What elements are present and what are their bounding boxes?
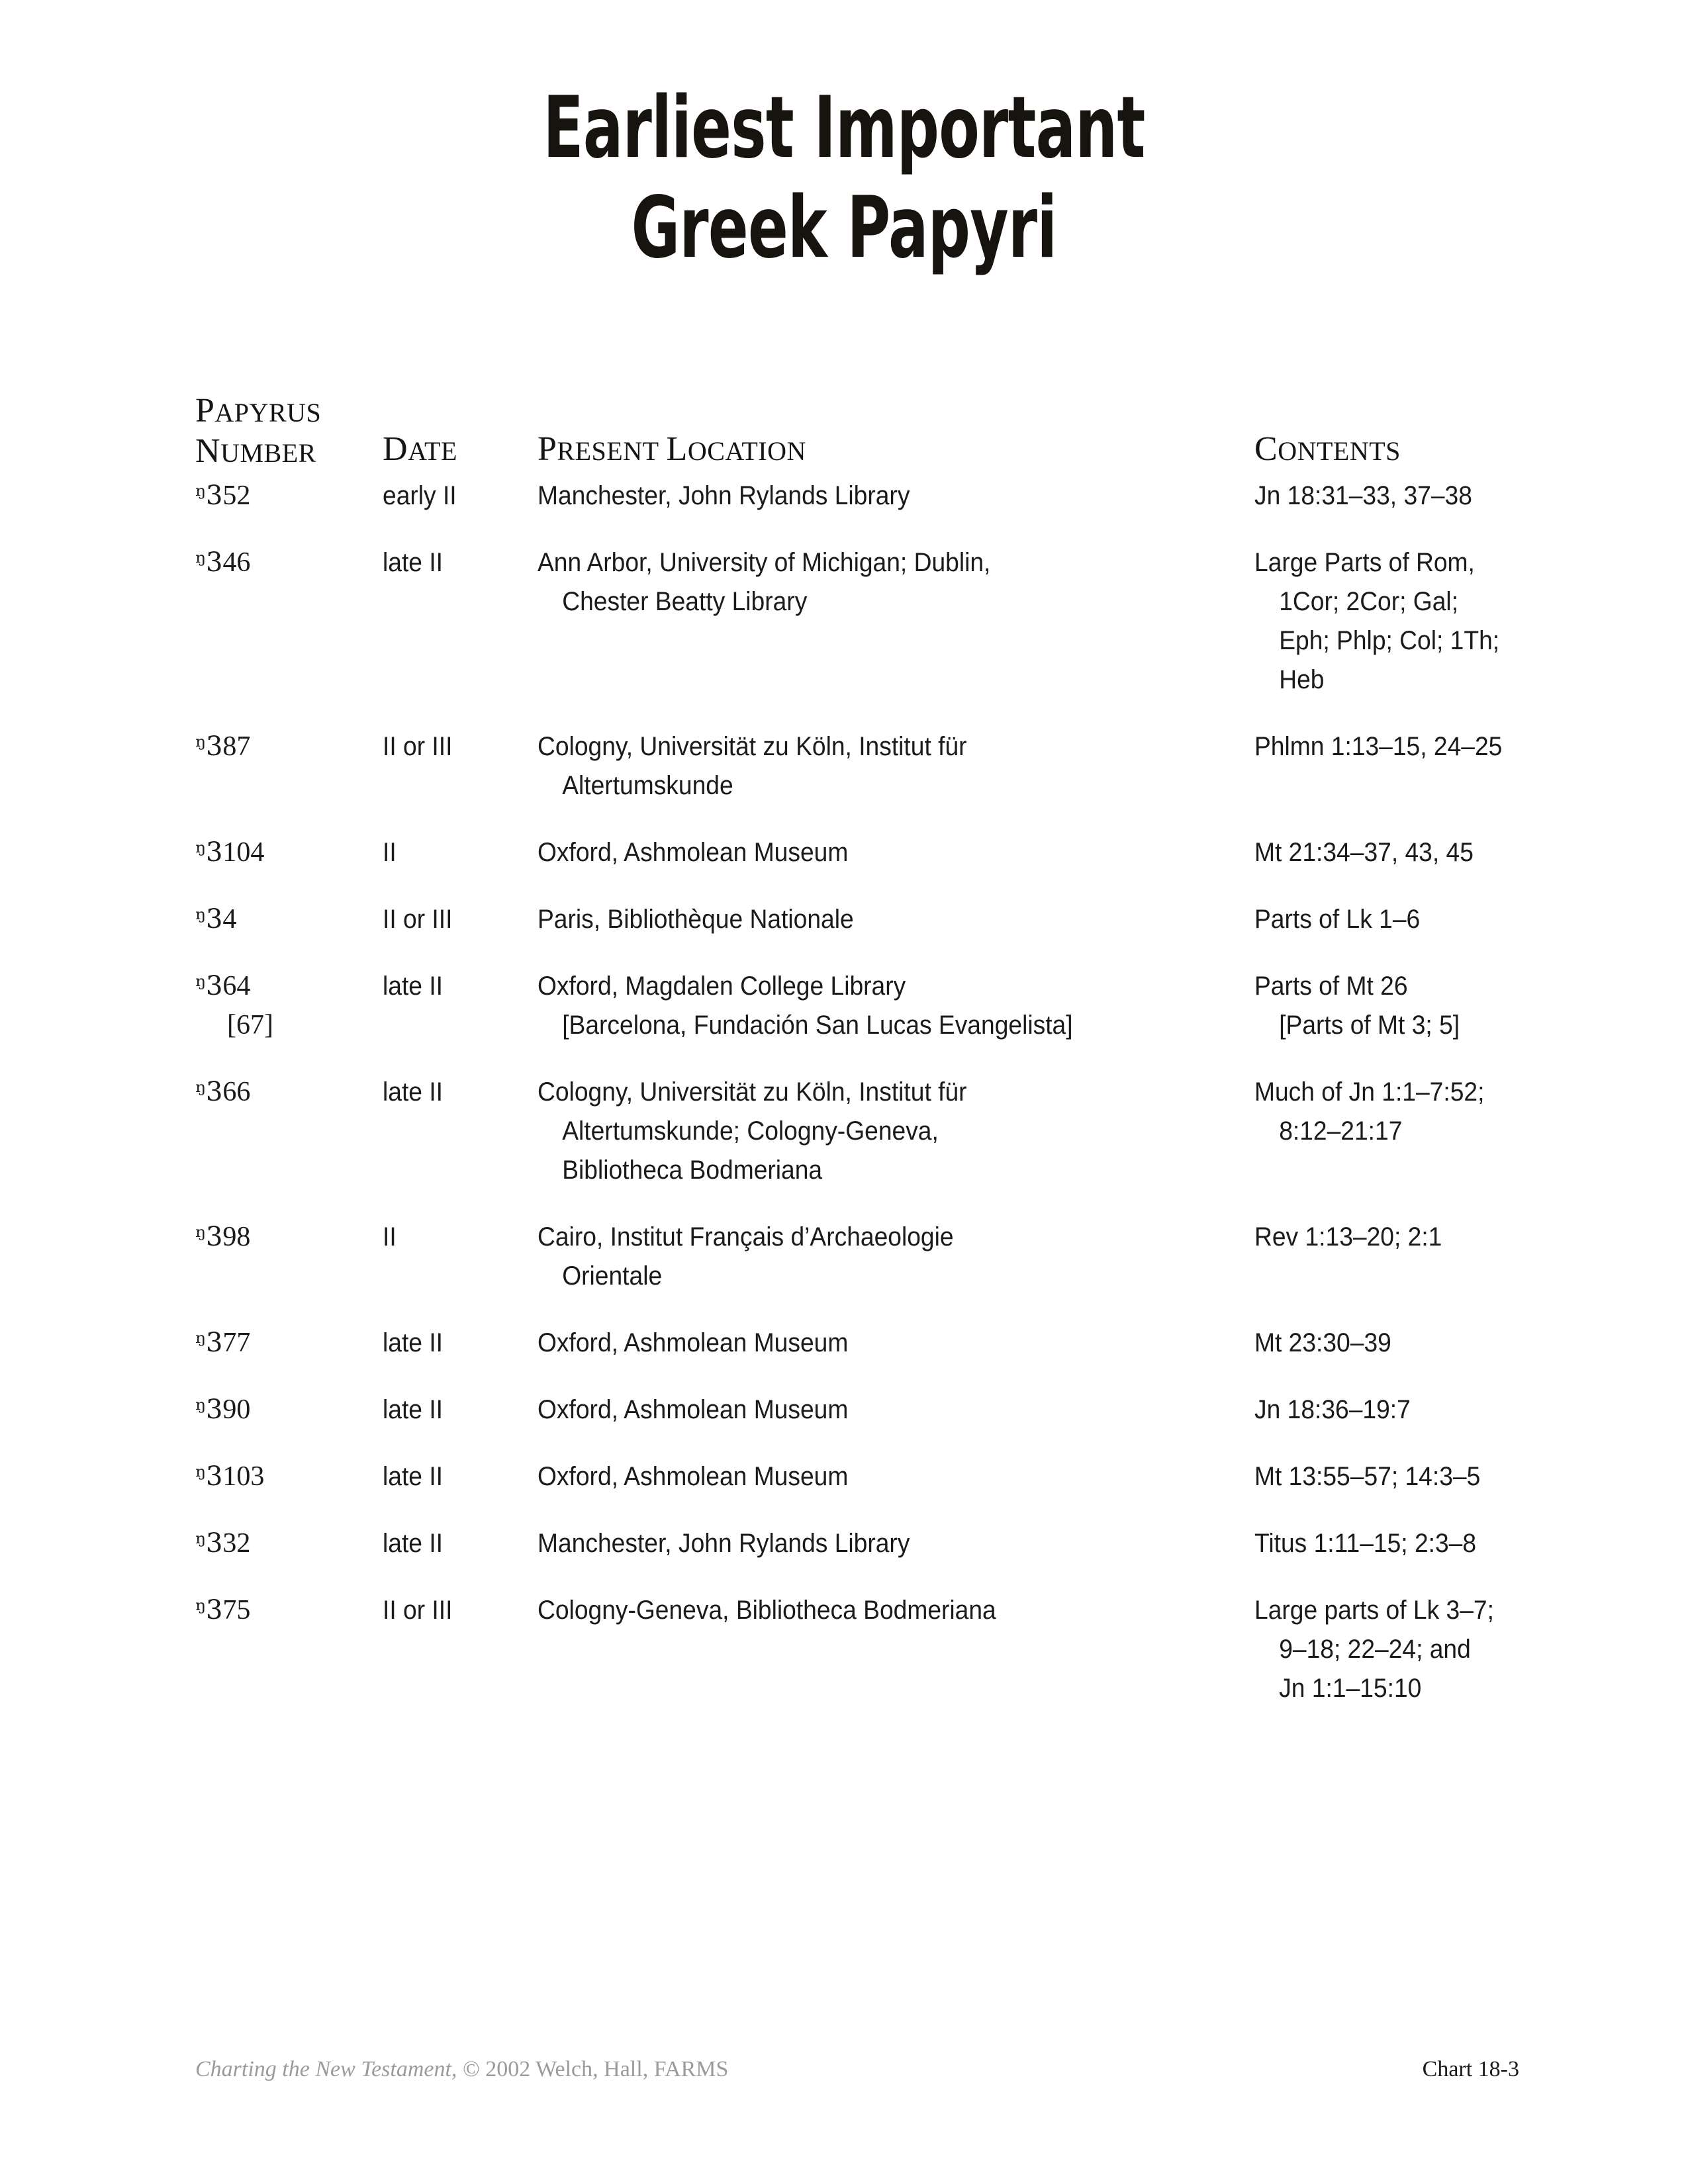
cell-present-location <box>538 1073 967 1190</box>
contents-line: Titus 1:11–15; 2:3–8 <box>1254 1529 1477 1558</box>
fraktur-p-icon: ᵑ3 <box>195 904 223 934</box>
column-header-papyrus-number-line2: NUMBER <box>195 432 316 471</box>
cell-present-location <box>538 833 848 872</box>
cell-date: II or III <box>383 1596 453 1625</box>
cell-papyrus-number <box>195 1073 250 1112</box>
cell-date: late II <box>383 548 443 577</box>
papyrus-number-value: 32 <box>222 1528 251 1559</box>
location-line: Oxford, Ashmolean Museum <box>538 1395 849 1424</box>
papyrus-number-value: 66 <box>222 1077 251 1107</box>
cell-contents <box>1254 727 1502 766</box>
fraktur-p-icon: ᵑ3 <box>195 1077 223 1107</box>
fraktur-p-icon: ᵑ3 <box>195 480 223 511</box>
contents-line: Mt 13:55–57; 14:3–5 <box>1254 1462 1481 1491</box>
cell-contents <box>1254 1218 1442 1257</box>
page-title <box>0 78 1688 278</box>
location-line: Ann Arbor, University of Michigan; Dublin, <box>538 548 991 577</box>
cell-contents <box>1254 1591 1494 1708</box>
cell-papyrus-number <box>195 1324 250 1363</box>
contents-line: Parts of Mt 26 <box>1254 972 1408 1001</box>
location-line: Manchester, John Rylands Library <box>538 481 910 510</box>
papyrus-number-value: 103 <box>222 1461 265 1492</box>
location-line: Bibliotheca Bodmeriana <box>562 1156 823 1185</box>
cell-contents <box>1254 1390 1411 1430</box>
cell-papyrus-number <box>195 1457 264 1496</box>
title-line-2: Greek Papyri <box>631 179 1057 278</box>
cell-date: late II <box>383 1462 443 1491</box>
contents-line: Large Parts of Rom, <box>1254 548 1475 577</box>
contents-line: Jn 18:31–33, 37–38 <box>1254 481 1472 510</box>
papyrus-number-value: 98 <box>222 1222 251 1252</box>
footer-source-credit: © 2002 Welch, Hall, FARMS <box>457 2057 729 2081</box>
cell-present-location <box>538 1457 848 1496</box>
location-line: Manchester, John Rylands Library <box>538 1529 910 1558</box>
cell-date: II <box>383 838 397 867</box>
footer-source <box>195 2057 728 2082</box>
papyrus-number-value: 87 <box>222 731 251 762</box>
cell-present-location <box>538 1524 910 1563</box>
cell-contents <box>1254 833 1474 872</box>
cell-present-location <box>538 967 1073 1045</box>
cell-contents <box>1254 1524 1476 1563</box>
papyrus-number-value: 90 <box>222 1394 251 1425</box>
cell-present-location <box>538 900 854 939</box>
cell-contents <box>1254 900 1420 939</box>
column-header-date: DATE <box>383 430 457 468</box>
cell-date: II or III <box>383 905 453 934</box>
fraktur-p-icon: ᵑ3 <box>195 1461 223 1492</box>
contents-line: Parts of Lk 1–6 <box>1254 905 1421 934</box>
location-line: Oxford, Ashmolean Museum <box>538 1462 849 1491</box>
location-line: Chester Beatty Library <box>562 587 808 616</box>
contents-line: Jn 1:1–15:10 <box>1279 1674 1422 1703</box>
cell-present-location <box>538 477 910 516</box>
cell-present-location <box>538 1390 848 1430</box>
papyrus-number-alt: [67] <box>227 1010 273 1040</box>
location-line: Cairo, Institut Français d’Archaeologie <box>538 1222 954 1251</box>
footer-source-title: Charting the New Testament, <box>195 2057 457 2081</box>
contents-line: Rev 1:13–20; 2:1 <box>1254 1222 1442 1251</box>
cell-present-location <box>538 727 967 805</box>
location-line: Cologny, Universität zu Köln, Institut für <box>538 732 967 761</box>
location-line: Oxford, Ashmolean Museum <box>538 838 849 867</box>
papyrus-number-value: 64 <box>222 971 251 1001</box>
location-line: Orientale <box>562 1261 663 1291</box>
contents-line: Mt 21:34–37, 43, 45 <box>1254 838 1474 867</box>
location-line: Oxford, Ashmolean Museum <box>538 1328 849 1357</box>
fraktur-p-icon: ᵑ3 <box>195 547 223 578</box>
fraktur-p-icon: ᵑ3 <box>195 1595 223 1625</box>
cell-date: II <box>383 1222 397 1251</box>
cell-contents <box>1254 967 1460 1045</box>
contents-line: Eph; Phlp; Col; 1Th; <box>1279 626 1500 655</box>
location-line: Altertumskunde <box>562 771 733 800</box>
cell-papyrus-number <box>195 1524 250 1563</box>
fraktur-p-icon: ᵑ3 <box>195 731 223 762</box>
cell-present-location <box>538 1324 848 1363</box>
cell-contents <box>1254 1457 1480 1496</box>
cell-date: late II <box>383 1529 443 1558</box>
papyrus-number-value: 77 <box>222 1328 251 1358</box>
location-line: Cologny-Geneva, Bibliotheca Bodmeriana <box>538 1596 996 1625</box>
contents-line: Mt 23:30–39 <box>1254 1328 1391 1357</box>
contents-line: Heb <box>1279 665 1325 694</box>
cell-date: late II <box>383 1395 443 1424</box>
column-header-papyrus-number-line1: PAPYRUS <box>195 392 322 430</box>
column-header-papyrus-number <box>195 390 321 472</box>
cell-papyrus-number <box>195 477 250 516</box>
papyrus-number-value: 52 <box>222 480 251 511</box>
table-body <box>195 477 1519 1736</box>
cell-date: early II <box>383 481 457 510</box>
cell-present-location <box>538 1218 954 1296</box>
fraktur-p-icon: ᵑ3 <box>195 971 223 1001</box>
cell-date: II or III <box>383 732 453 761</box>
location-line: Cologny, Universität zu Köln, Institut für <box>538 1077 967 1107</box>
contents-line: Jn 18:36–19:7 <box>1254 1395 1411 1424</box>
papyrus-number-value: 75 <box>222 1595 251 1625</box>
location-line: Altertumskunde; Cologny-Geneva, <box>562 1116 939 1146</box>
cell-date: late II <box>383 1328 443 1357</box>
contents-line: [Parts of Mt 3; 5] <box>1279 1011 1460 1040</box>
location-line: Paris, Bibliothèque Nationale <box>538 905 854 934</box>
cell-papyrus-number <box>195 1591 250 1630</box>
cell-present-location <box>538 543 990 621</box>
location-line: [Barcelona, Fundación San Lucas Evangelista] <box>562 1011 1073 1040</box>
papyrus-number-value: 104 <box>222 837 265 868</box>
cell-papyrus-number <box>195 1390 250 1430</box>
cell-contents <box>1254 477 1472 516</box>
cell-date: late II <box>383 1077 443 1107</box>
cell-papyrus-number <box>195 727 250 766</box>
column-header-present-location: PRESENT LOCATION <box>538 430 806 468</box>
cell-contents <box>1254 543 1499 700</box>
contents-line: 9–18; 22–24; and <box>1279 1635 1471 1664</box>
contents-line: 8:12–21:17 <box>1279 1116 1403 1146</box>
contents-line: Phlmn 1:13–15, 24–25 <box>1254 732 1503 761</box>
cell-contents <box>1254 1324 1391 1363</box>
cell-papyrus-number <box>195 1218 250 1257</box>
contents-line: Large parts of Lk 3–7; <box>1254 1596 1494 1625</box>
cell-papyrus-number <box>195 900 236 939</box>
cell-present-location <box>538 1591 996 1630</box>
contents-line: Much of Jn 1:1–7:52; <box>1254 1077 1485 1107</box>
cell-date: late II <box>383 972 443 1001</box>
table-header-row <box>195 390 1519 477</box>
column-header-contents: CONTENTS <box>1254 430 1401 468</box>
fraktur-p-icon: ᵑ3 <box>195 1528 223 1559</box>
cell-papyrus-number <box>195 543 250 582</box>
papyrus-number-value: 4 <box>222 904 237 934</box>
contents-line: 1Cor; 2Cor; Gal; <box>1279 587 1459 616</box>
cell-papyrus-number <box>195 833 264 872</box>
title-line-1: Earliest Important <box>543 79 1145 177</box>
fraktur-p-icon: ᵑ3 <box>195 1222 223 1252</box>
papyri-table <box>195 390 1519 1736</box>
fraktur-p-icon: ᵑ3 <box>195 1394 223 1425</box>
fraktur-p-icon: ᵑ3 <box>195 837 223 868</box>
cell-papyrus-number <box>195 967 273 1045</box>
footer-chart-number: Chart 18-3 <box>1422 2057 1519 2081</box>
cell-contents <box>1254 1073 1484 1151</box>
location-line: Oxford, Magdalen College Library <box>538 972 906 1001</box>
papyrus-number-value: 46 <box>222 547 251 578</box>
fraktur-p-icon: ᵑ3 <box>195 1328 223 1358</box>
